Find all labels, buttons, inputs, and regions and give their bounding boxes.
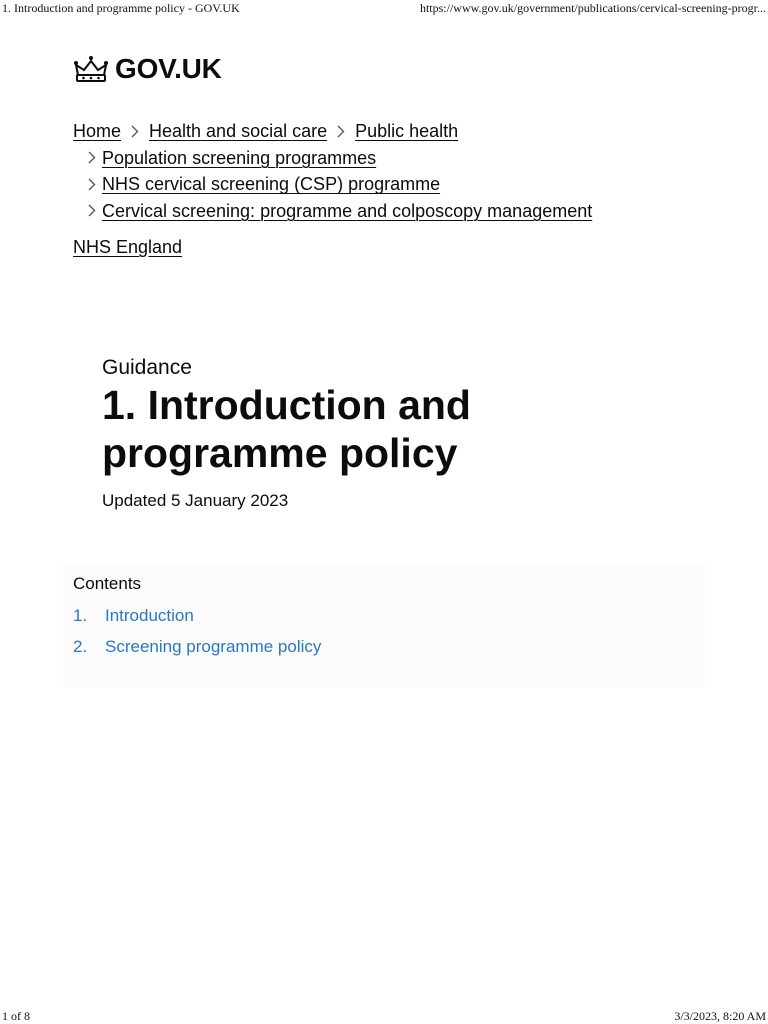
contents-item-number: 2.: [73, 637, 88, 656]
contents-item-screening-programme-policy[interactable]: [73, 636, 321, 667]
chevron-right-icon: [121, 125, 149, 138]
breadcrumb-population-screening-programmes[interactable]: Population screening programmes: [102, 147, 377, 168]
breadcrumb-row: [73, 171, 592, 198]
page-title: 1. Introduction and programme policy: [102, 382, 471, 476]
page-count: 1 of 8: [2, 1009, 30, 1023]
contents-heading: Contents: [73, 574, 142, 593]
organisation-link[interactable]: NHS England: [73, 237, 183, 257]
chevron-right-icon: [82, 178, 102, 191]
breadcrumb-row: [73, 118, 592, 145]
contents-item-introduction[interactable]: [73, 605, 321, 636]
chevron-right-icon: [82, 151, 102, 164]
breadcrumb-row: [73, 198, 592, 225]
crown-icon: [73, 54, 109, 84]
print-header: [0, 0, 768, 16]
updated-date: Updated 5 January 2023: [102, 491, 289, 510]
breadcrumb-row: [73, 145, 592, 172]
breadcrumb-home[interactable]: Home: [73, 121, 122, 142]
contents-list: [73, 605, 321, 667]
print-page-url: https://www.gov.uk/government/publications/cervical-screening-progr...: [419, 1, 766, 15]
contents-item-label[interactable]: Introduction: [105, 606, 194, 625]
breadcrumb: [73, 118, 592, 224]
contents-item-label[interactable]: Screening programme policy: [105, 637, 322, 656]
document-type: Guidance: [102, 356, 192, 379]
chevron-right-icon: [82, 204, 102, 217]
contents-item-number: 1.: [73, 606, 88, 625]
breadcrumb-public-health[interactable]: Public health: [355, 121, 459, 142]
print-footer: [0, 1008, 768, 1024]
breadcrumb-nhs-cervical-screening[interactable]: NHS cervical screening (CSP) programme: [102, 174, 441, 195]
breadcrumb-programme-and-colposcopy-management[interactable]: Cervical screening: programme and colposcopy management: [102, 200, 593, 221]
print-page-title: 1. Introduction and programme policy - GOV.UK: [2, 1, 240, 15]
breadcrumb-health-and-social-care[interactable]: Health and social care: [149, 121, 328, 142]
logo-text: GOV.UK: [115, 53, 222, 84]
chevron-right-icon: [327, 125, 355, 138]
govuk-logo[interactable]: [73, 52, 222, 86]
print-datetime: 3/3/2023, 8:20 AM: [674, 1009, 766, 1023]
